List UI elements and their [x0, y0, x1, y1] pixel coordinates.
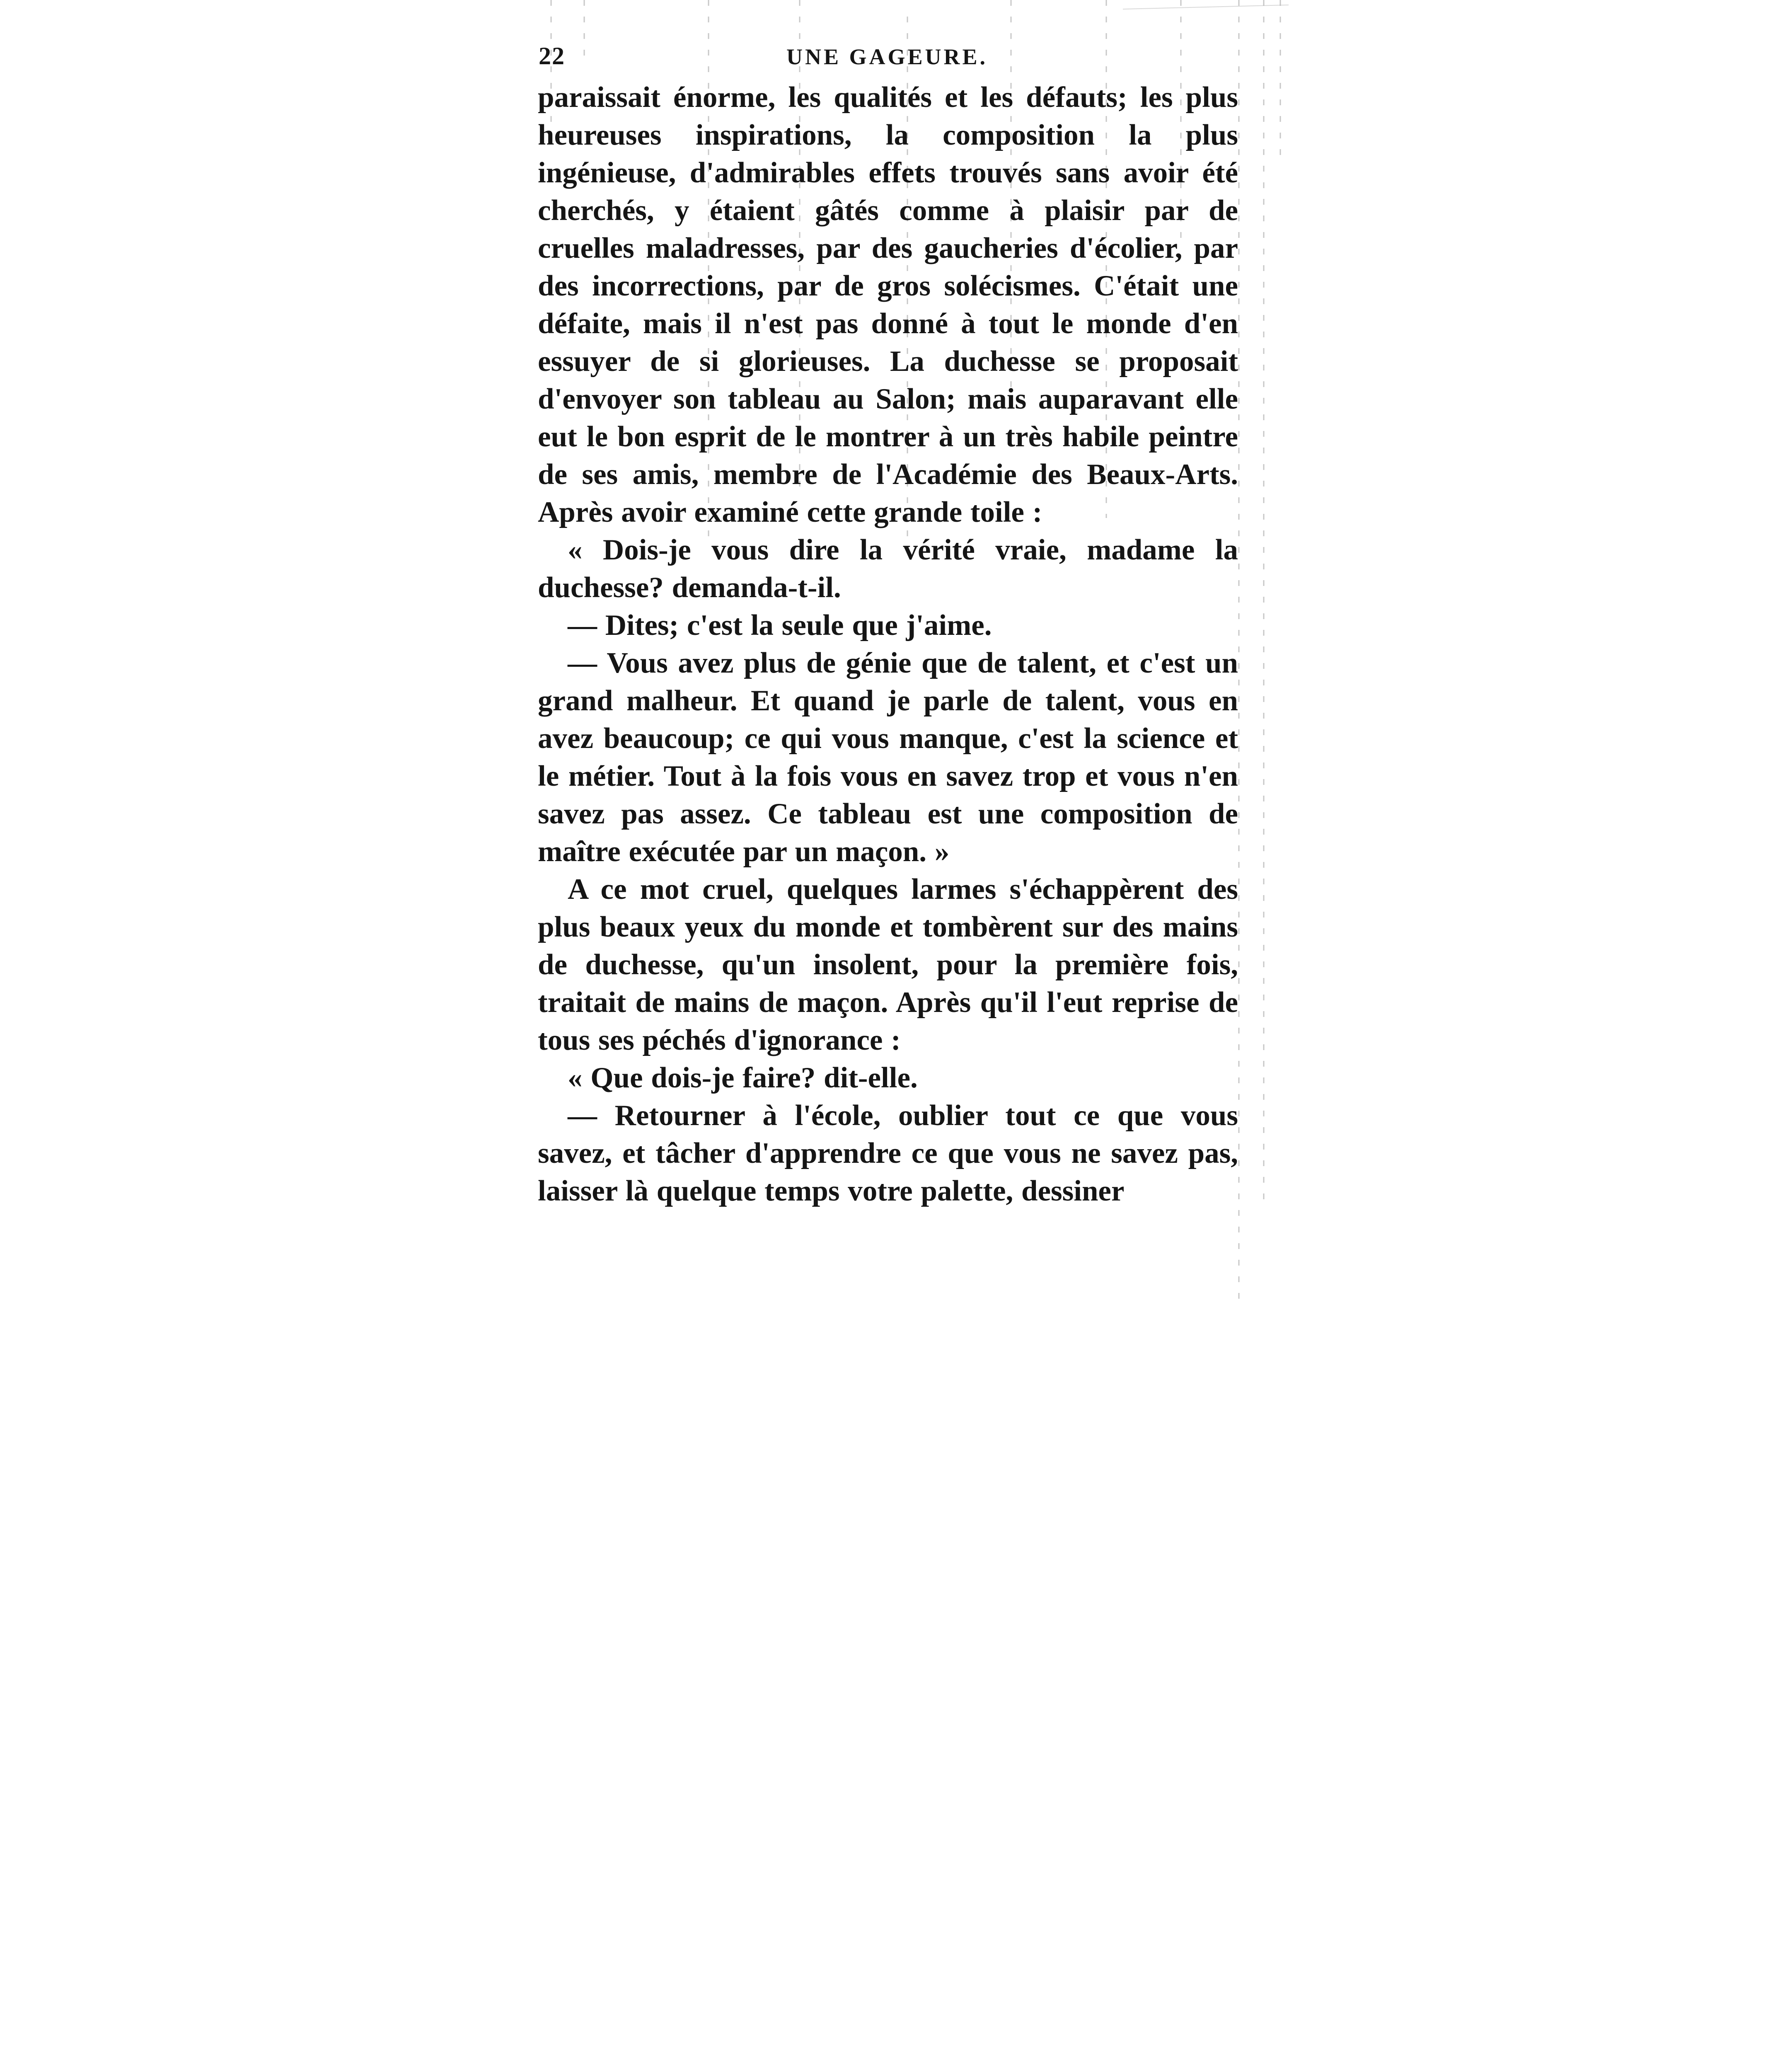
- paragraph: A ce mot cruel, quelques larmes s'échappèrent des plus beaux yeux du monde et tombèrent sur des mains de duchesse, qu'un insolent, pour la première fois, traitait de mains de maçon. Après qu'il l'eut reprise de tous ses péchés d'ignorance :: [538, 873, 1238, 1056]
- running-title: UNE GAGEURE.: [786, 44, 988, 69]
- paragraph: — Vous avez plus de génie que de talent, et c'est un grand malheur. Et quand je parle de talent, vous en avez beaucoup; ce qui vous manque, c'est la science et le métier. Tout à la fois vous en savez trop et vous n'en savez pas assez. Ce tableau est une composition de maître exécutée par un maçon. »: [538, 647, 1238, 868]
- paragraph: — Dites; c'est la seule que j'aime.: [568, 609, 992, 641]
- book-page: [538, 33, 1238, 1339]
- page-header: [538, 33, 1238, 79]
- paragraph: paraissait énorme, les qualités et les défauts; les plus heureuses inspirations, la composition la plus ingénieuse, d'admirables effets trouvés sans avoir été cherchés, y étaient gâtés comme à plaisir par de cruelles maladresses, par des gaucheries d'écolier, par des incorrections, par de gros solécismes. C'était une défaite, mais il n'est pas donné à tout le monde d'en essuyer de si glorieuses. La duchesse se proposait d'envoyer son tableau au Salon; mais auparavant elle eut le bon esprit de le montrer à un très habile peintre de ses amis, membre de l'Académie des Beaux-Arts. Après avoir examiné cette grande toile :: [538, 81, 1238, 528]
- body-text: [538, 79, 1238, 1210]
- paragraph: « Que dois-je faire? dit-elle.: [568, 1062, 918, 1094]
- page-number: 22: [539, 42, 565, 70]
- paragraph: — Retourner à l'école, oublier tout ce que vous savez, et tâcher d'apprendre ce que vous ne savez pas, laisser là quelque temps votre palette, dessiner: [538, 1099, 1238, 1207]
- paragraph: « Dois-je vous dire la vérité vraie, madame la duchesse? demanda-t-il.: [538, 534, 1238, 604]
